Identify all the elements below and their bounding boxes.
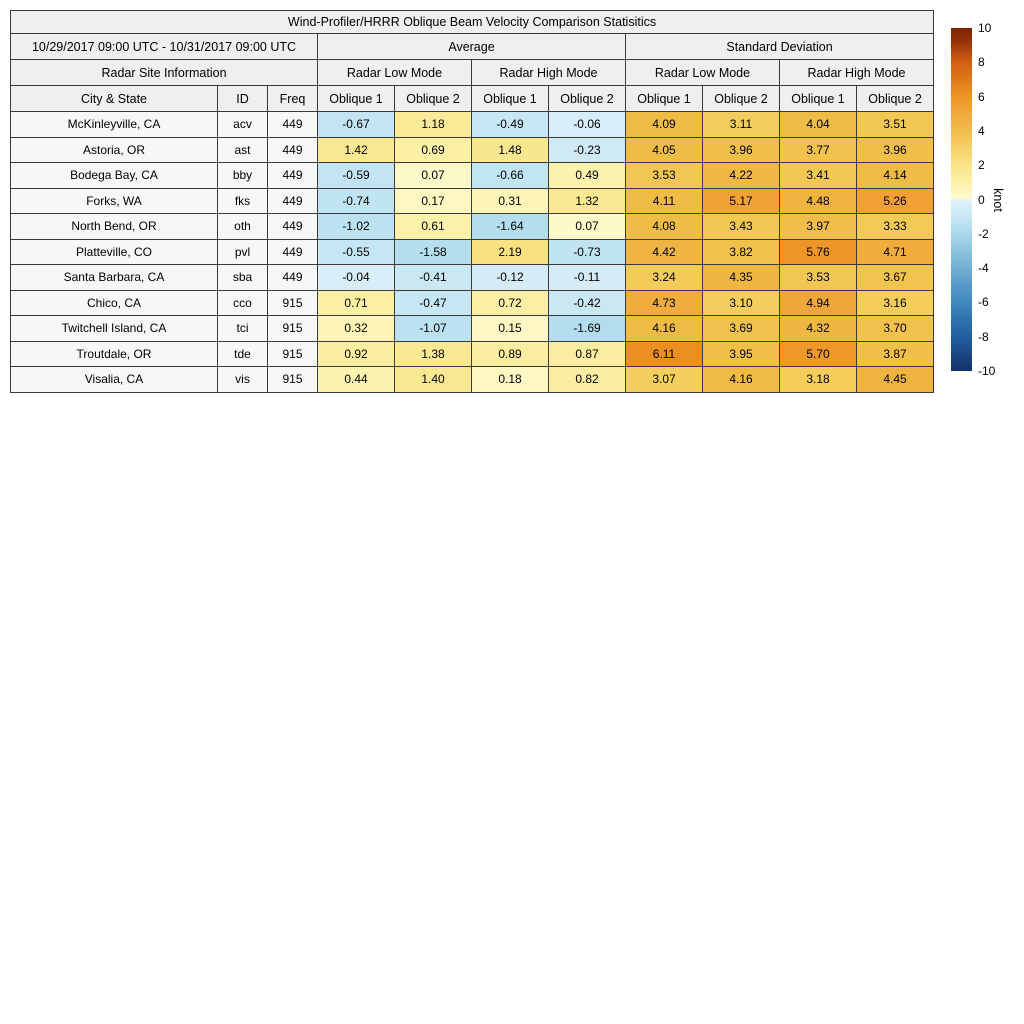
value-cell: -1.02 — [318, 214, 395, 240]
value-cell: -0.04 — [318, 265, 395, 291]
value-cell: 0.31 — [472, 188, 549, 214]
value-cell: 1.18 — [395, 112, 472, 138]
std-high-mode-header: Radar High Mode — [780, 60, 934, 86]
value-cell: 4.16 — [703, 367, 780, 393]
oblique2-header: Oblique 2 — [703, 86, 780, 112]
value-cell: -0.73 — [549, 239, 626, 265]
value-cell: 3.87 — [857, 341, 934, 367]
value-cell: 3.53 — [780, 265, 857, 291]
value-cell: 0.69 — [395, 137, 472, 163]
city-cell: Troutdale, OR — [11, 341, 218, 367]
colorbar-tick-label: 6 — [978, 89, 985, 104]
value-cell: 1.48 — [472, 137, 549, 163]
table-row — [11, 188, 934, 214]
value-cell: -0.59 — [318, 163, 395, 189]
value-cell: 4.08 — [626, 214, 703, 240]
value-cell: -1.64 — [472, 214, 549, 240]
value-cell: -0.66 — [472, 163, 549, 189]
value-cell: 5.17 — [703, 188, 780, 214]
city-cell: North Bend, OR — [11, 214, 218, 240]
colorbar — [951, 21, 1023, 378]
value-cell: 3.77 — [780, 137, 857, 163]
freq-cell: 449 — [268, 112, 318, 138]
value-cell: 3.69 — [703, 316, 780, 342]
oblique1-header: Oblique 1 — [780, 86, 857, 112]
value-cell: -0.47 — [395, 290, 472, 316]
oblique1-header: Oblique 1 — [318, 86, 395, 112]
value-cell: 4.32 — [780, 316, 857, 342]
value-cell: 4.94 — [780, 290, 857, 316]
value-cell: -0.42 — [549, 290, 626, 316]
city-cell: McKinleyville, CA — [11, 112, 218, 138]
table-row — [11, 290, 934, 316]
stats-table — [10, 10, 934, 393]
mode-header-row — [11, 60, 934, 86]
site-id-cell: acv — [218, 112, 268, 138]
value-cell: 0.15 — [472, 316, 549, 342]
value-cell: 1.42 — [318, 137, 395, 163]
value-cell: 4.35 — [703, 265, 780, 291]
colorbar-tick-label: 8 — [978, 55, 985, 70]
value-cell: 6.11 — [626, 341, 703, 367]
site-id-cell: pvl — [218, 239, 268, 265]
value-cell: 1.32 — [549, 188, 626, 214]
table-row — [11, 316, 934, 342]
table-row — [11, 112, 934, 138]
value-cell: 0.17 — [395, 188, 472, 214]
value-cell: 3.97 — [780, 214, 857, 240]
value-cell: 0.18 — [472, 367, 549, 393]
group-header-average: Average — [318, 34, 626, 60]
date-range: 10/29/2017 09:00 UTC - 10/31/2017 09:00 UTC — [11, 34, 318, 60]
city-cell: Twitchell Island, CA — [11, 316, 218, 342]
value-cell: 3.95 — [703, 341, 780, 367]
table-row — [11, 265, 934, 291]
value-cell: 4.16 — [626, 316, 703, 342]
value-cell: -0.49 — [472, 112, 549, 138]
value-cell: 4.11 — [626, 188, 703, 214]
table-row — [11, 214, 934, 240]
colorbar-gradient — [951, 28, 972, 371]
value-cell: 4.09 — [626, 112, 703, 138]
value-cell: 4.45 — [857, 367, 934, 393]
value-cell: -0.74 — [318, 188, 395, 214]
value-cell: 0.72 — [472, 290, 549, 316]
value-cell: 3.10 — [703, 290, 780, 316]
colorbar-tick-label: -8 — [978, 329, 989, 344]
site-info-header: Radar Site Information — [11, 60, 318, 86]
value-cell: -0.23 — [549, 137, 626, 163]
value-cell: 3.43 — [703, 214, 780, 240]
value-cell: 1.40 — [395, 367, 472, 393]
colorbar-tick-label: -4 — [978, 261, 989, 276]
value-cell: 0.89 — [472, 341, 549, 367]
value-cell: 3.11 — [703, 112, 780, 138]
value-cell: -0.41 — [395, 265, 472, 291]
value-cell: -1.69 — [549, 316, 626, 342]
freq-cell: 449 — [268, 137, 318, 163]
value-cell: 5.70 — [780, 341, 857, 367]
oblique2-header: Oblique 2 — [549, 86, 626, 112]
id-header: ID — [218, 86, 268, 112]
value-cell: 0.92 — [318, 341, 395, 367]
value-cell: 0.87 — [549, 341, 626, 367]
freq-header: Freq — [268, 86, 318, 112]
freq-cell: 915 — [268, 316, 318, 342]
value-cell: 3.70 — [857, 316, 934, 342]
freq-cell: 449 — [268, 239, 318, 265]
table-row — [11, 367, 934, 393]
value-cell: 0.07 — [395, 163, 472, 189]
colorbar-tick-label: 2 — [978, 158, 985, 173]
table-row — [11, 163, 934, 189]
group-header-row — [11, 34, 934, 60]
column-header-row — [11, 86, 934, 112]
colorbar-tick-label: 4 — [978, 123, 985, 138]
site-id-cell: sba — [218, 265, 268, 291]
colorbar-unit-label: knot — [991, 187, 1005, 212]
value-cell: 4.73 — [626, 290, 703, 316]
title-row — [11, 11, 934, 34]
value-cell: 5.26 — [857, 188, 934, 214]
freq-cell: 449 — [268, 163, 318, 189]
table-body — [11, 11, 934, 393]
site-id-cell: bby — [218, 163, 268, 189]
city-cell: Astoria, OR — [11, 137, 218, 163]
city-cell: Platteville, CO — [11, 239, 218, 265]
table-row — [11, 137, 934, 163]
city-cell: Chico, CA — [11, 290, 218, 316]
value-cell: 3.16 — [857, 290, 934, 316]
value-cell: 1.38 — [395, 341, 472, 367]
value-cell: 2.19 — [472, 239, 549, 265]
group-header-std-deviation: Standard Deviation — [626, 34, 934, 60]
value-cell: 3.24 — [626, 265, 703, 291]
colorbar-tick-label: 10 — [978, 21, 992, 35]
site-id-cell: fks — [218, 188, 268, 214]
freq-cell: 915 — [268, 367, 318, 393]
site-id-cell: cco — [218, 290, 268, 316]
table-row — [11, 341, 934, 367]
value-cell: -0.11 — [549, 265, 626, 291]
value-cell: 4.14 — [857, 163, 934, 189]
value-cell: 0.82 — [549, 367, 626, 393]
value-cell: 0.61 — [395, 214, 472, 240]
site-id-cell: tde — [218, 341, 268, 367]
value-cell: 4.71 — [857, 239, 934, 265]
colorbar-tick-label: -6 — [978, 295, 989, 310]
value-cell: -1.07 — [395, 316, 472, 342]
freq-cell: 449 — [268, 214, 318, 240]
freq-cell: 915 — [268, 341, 318, 367]
value-cell: 0.49 — [549, 163, 626, 189]
freq-cell: 449 — [268, 188, 318, 214]
value-cell: -0.12 — [472, 265, 549, 291]
value-cell: 0.71 — [318, 290, 395, 316]
value-cell: 0.32 — [318, 316, 395, 342]
value-cell: 3.41 — [780, 163, 857, 189]
value-cell: 4.05 — [626, 137, 703, 163]
value-cell: 3.82 — [703, 239, 780, 265]
value-cell: 3.53 — [626, 163, 703, 189]
value-cell: 3.07 — [626, 367, 703, 393]
value-cell: 0.07 — [549, 214, 626, 240]
value-cell: 4.22 — [703, 163, 780, 189]
value-cell: 5.76 — [780, 239, 857, 265]
std-low-mode-header: Radar Low Mode — [626, 60, 780, 86]
value-cell: 4.48 — [780, 188, 857, 214]
site-id-cell: oth — [218, 214, 268, 240]
avg-high-mode-header: Radar High Mode — [472, 60, 626, 86]
oblique2-header: Oblique 2 — [857, 86, 934, 112]
value-cell: -0.55 — [318, 239, 395, 265]
freq-cell: 915 — [268, 290, 318, 316]
city-cell: Santa Barbara, CA — [11, 265, 218, 291]
city-cell: Forks, WA — [11, 188, 218, 214]
value-cell: 0.44 — [318, 367, 395, 393]
value-cell: 3.18 — [780, 367, 857, 393]
value-cell: 4.42 — [626, 239, 703, 265]
city-cell: Visalia, CA — [11, 367, 218, 393]
figure-title: Wind-Profiler/HRRR Oblique Beam Velocity Comparison Statisitics — [11, 11, 934, 34]
site-id-cell: ast — [218, 137, 268, 163]
value-cell: 3.33 — [857, 214, 934, 240]
value-cell: 3.96 — [703, 137, 780, 163]
city-state-header: City & State — [11, 86, 218, 112]
site-id-cell: tci — [218, 316, 268, 342]
colorbar-tick-label: -10 — [978, 364, 996, 378]
avg-low-mode-header: Radar Low Mode — [318, 60, 472, 86]
value-cell: -1.58 — [395, 239, 472, 265]
value-cell: 3.67 — [857, 265, 934, 291]
value-cell: 3.96 — [857, 137, 934, 163]
oblique1-header: Oblique 1 — [472, 86, 549, 112]
colorbar-tick-label: 0 — [978, 192, 985, 207]
freq-cell: 449 — [268, 265, 318, 291]
colorbar-tick-label: -2 — [978, 226, 989, 241]
value-cell: 4.04 — [780, 112, 857, 138]
value-cell: -0.06 — [549, 112, 626, 138]
oblique2-header: Oblique 2 — [395, 86, 472, 112]
city-cell: Bodega Bay, CA — [11, 163, 218, 189]
oblique1-header: Oblique 1 — [626, 86, 703, 112]
value-cell: 3.51 — [857, 112, 934, 138]
value-cell: -0.67 — [318, 112, 395, 138]
site-id-cell: vis — [218, 367, 268, 393]
table-row — [11, 239, 934, 265]
